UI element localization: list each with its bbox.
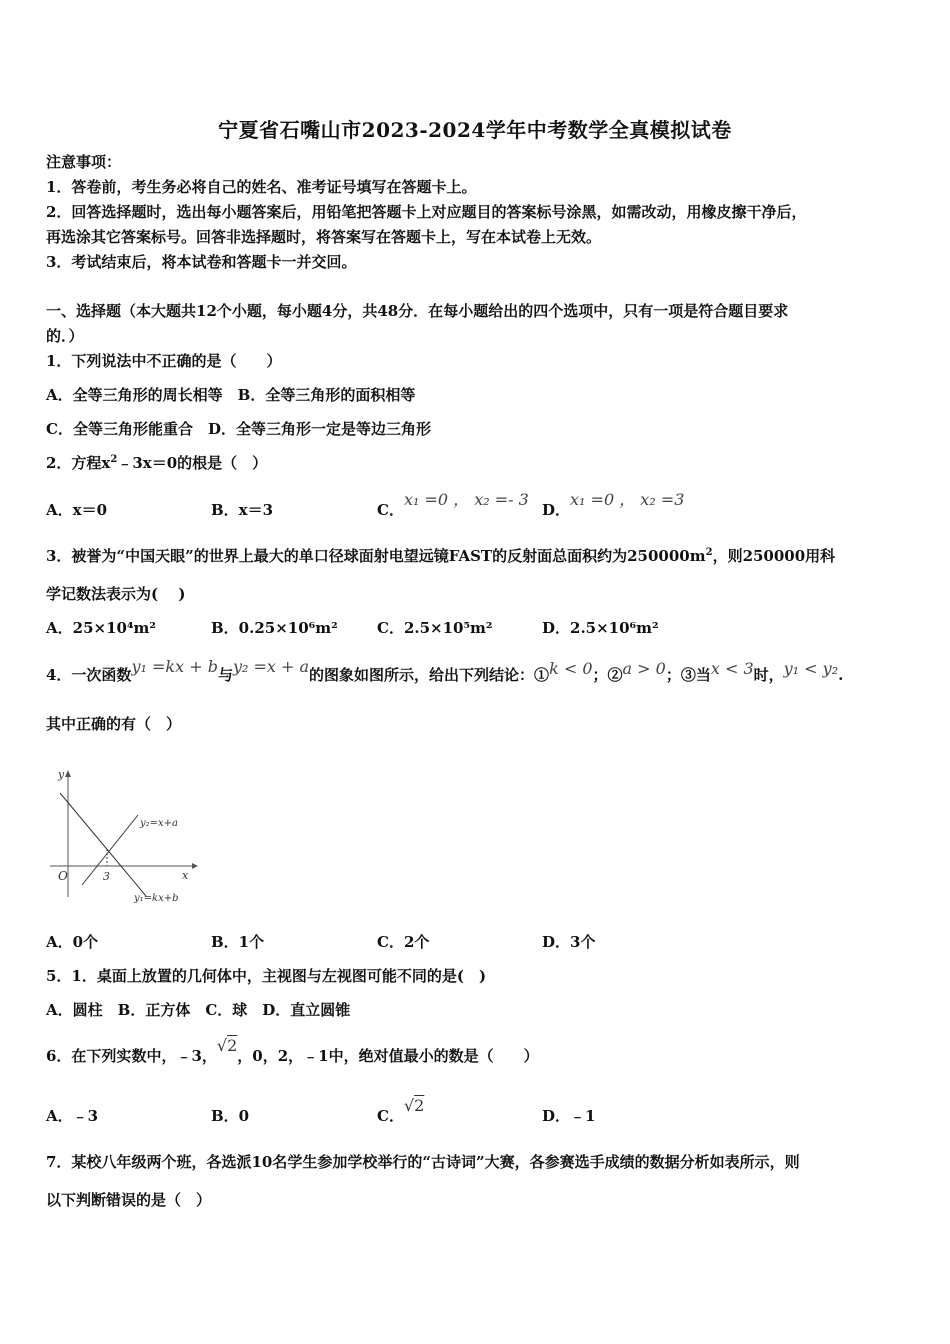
q1-options-cd: C．全等三角形能重合 D．全等三角形一定是等边三角形 xyxy=(46,420,431,438)
q2-option-a: A．x＝0 xyxy=(46,501,108,519)
q1-options-ab: A．全等三角形的周长相等 B．全等三角形的面积相等 xyxy=(46,386,416,404)
graph-x-label: x xyxy=(182,869,189,882)
graph-y-arrow xyxy=(65,770,71,777)
q5-options: A．圆柱 B．正方体 C．球 D．直立圆锥 xyxy=(46,1001,351,1019)
notes-heading: 注意事项： xyxy=(46,153,122,171)
q7-stem-line2: 以下判断错误的是（ ） xyxy=(46,1191,212,1209)
q7-stem-line1: 7．某校八年级两个班，各选派10名学生参加学校举行的“古诗词”大赛，各参赛选手成绩的数据分析如表所示，则 xyxy=(46,1153,800,1171)
page-title: 宁夏省石嘴山市2023-2024学年中考数学全真模拟试卷 xyxy=(218,118,732,142)
q4-stem-line1: 4．一次函数y₁ =kx + b与y₂ =x + a的图象如图所示，给出下列结论：①k < 0；②a > 0；③当x < 3时，y₁ < y₂. xyxy=(46,657,844,684)
q3-option-d: D．2.5×10⁶m² xyxy=(542,619,659,637)
q2-stem: 2．方程$x^2﹣3x=0$的根是（ ） xyxy=(46,454,268,472)
q2-option-d: D．x₁ =0 ， x₂ =3 xyxy=(542,490,685,519)
q2-option-b: B．x＝3 xyxy=(211,501,274,519)
sqrt-icon: √ xyxy=(403,1096,415,1115)
q4-option-d: D．3个 xyxy=(542,933,596,951)
q3-stem-line1: 3．被誉为“中国天眼”的世界上最大的单口径球面射电望远镜FAST的反射面总面积约为$250000m^2$，则250000用科 xyxy=(46,547,836,565)
q1-stem: 1．下列说法中不正确的是（ ） xyxy=(46,352,282,370)
note-2a: 2．回答选择题时，选出每小题答案后，用铅笔把答题卡上对应题目的答案标号涂黑，如需改动，用橡皮擦干净后， xyxy=(46,203,807,221)
q6-stem: 6．在下列实数中，﹣3，√2，0，2，﹣1中，绝对值最小的数是（ ） xyxy=(46,1036,539,1065)
section-heading-line2: 的．） xyxy=(46,327,84,345)
q4-option-c: C．2个 xyxy=(377,933,430,951)
graph-tick-3: 3 xyxy=(103,870,110,883)
q4-option-b: B．1个 xyxy=(211,933,265,951)
q4-option-a: A．0个 xyxy=(46,933,99,951)
graph-y-label: y xyxy=(58,768,65,781)
q6-option-b: B．0 xyxy=(211,1107,250,1125)
graph-line-y1-label: y₁=kx+b xyxy=(134,893,179,904)
graph-origin-label: O xyxy=(58,869,68,883)
q5-stem: 5．1．桌面上放置的几何体中，主视图与左视图可能不同的是( ) xyxy=(46,967,487,985)
q3-stem-line2: 学记数法表示为( ) xyxy=(46,585,186,603)
q6-option-d: D．﹣1 xyxy=(542,1107,596,1125)
q4-graph xyxy=(46,765,206,905)
q6-option-c: C．√2 xyxy=(377,1096,425,1125)
section-heading-line1: 一、选择题（本大题共12个小题，每小题4分，共48分．在每小题给出的四个选项中，只有一项是符合题目要求 xyxy=(46,302,789,320)
graph-line-y2-label: y₂=x+a xyxy=(140,818,179,829)
note-2b: 再选涂其它答案标号。回答非选择题时，将答案写在答题卡上，写在本试卷上无效。 xyxy=(46,228,602,246)
q3-option-b: B．0.25×10⁶m² xyxy=(211,619,338,637)
graph-x-arrow xyxy=(192,863,198,869)
q6-option-a: A．﹣3 xyxy=(46,1107,99,1125)
q3-option-c: C．2.5×10⁵m² xyxy=(377,619,493,637)
q2-option-c: C．x₁ =0 ， x₂ =- 3 xyxy=(377,490,529,519)
q3-option-a: A．25×10⁴m² xyxy=(46,619,156,637)
sqrt-icon: √ xyxy=(216,1036,228,1055)
q4-stem-line2: 其中正确的有（ ） xyxy=(46,715,182,733)
note-1: 1．答卷前，考生务必将自己的姓名、准考证号填写在答题卡上。 xyxy=(46,178,477,196)
graph-line-y2 xyxy=(82,815,138,885)
note-3: 3．考试结束后，将本试卷和答题卡一并交回。 xyxy=(46,253,357,271)
